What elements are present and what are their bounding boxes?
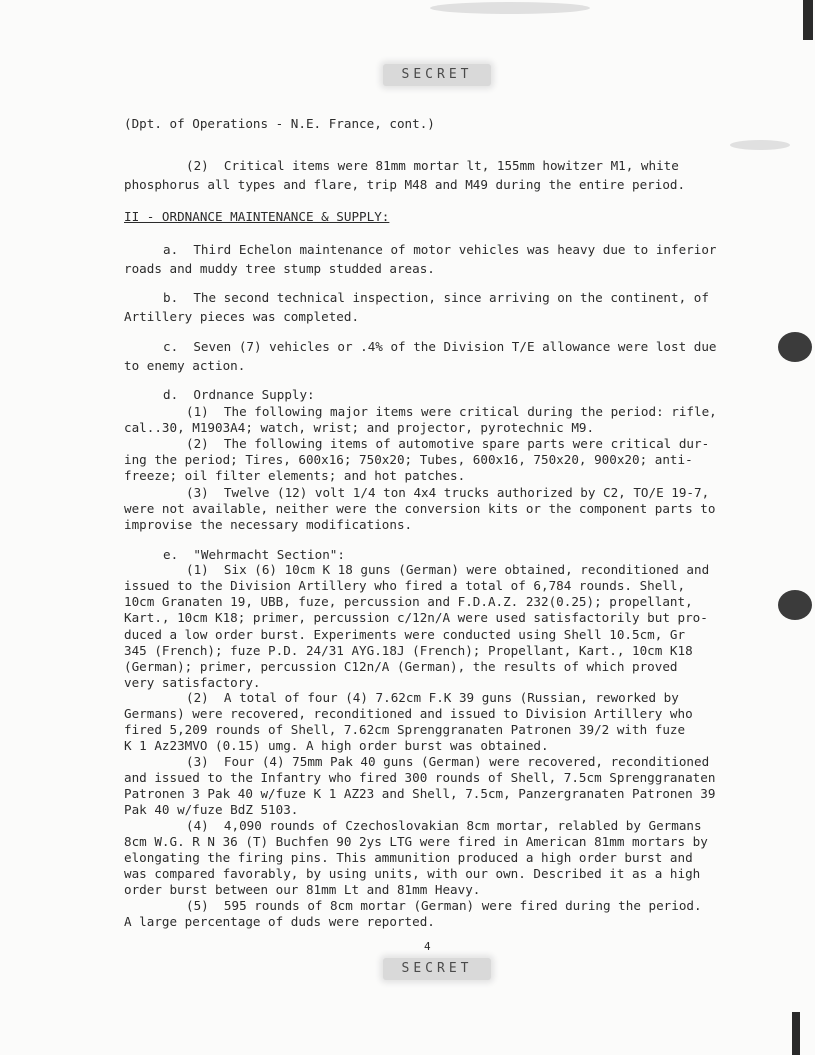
text-line: freeze; oil filter elements; and hot patches. [124,468,466,483]
text-line: was compared favorably, by using units, with our own. Described it as a high [124,866,701,881]
text-line: (1) Six (6) 10cm K 18 guns (German) were obtained, reconditioned and [186,562,710,577]
text-line: elongating the firing pins. This ammunition produced a high order burst and [124,850,693,865]
text-line: a. Third Echelon maintenance of motor vehicles was heavy due to inferior [163,242,717,257]
text-line: to enemy action. [124,358,246,373]
text-line: order burst between our 81mm Lt and 81mm Heavy. [124,882,481,897]
text-line: c. Seven (7) vehicles or .4% of the Division T/E allowance were lost due [163,339,717,354]
secret-stamp-top: SECRET [383,64,491,86]
text-line: (4) 4,090 rounds of Czechoslovakian 8cm mortar, relabled by Germans [186,818,702,833]
text-line: (1) The following major items were critical during the period: rifle, [186,404,717,419]
punch-hole-mark [778,590,812,620]
scan-smudge [730,140,790,150]
text-line: (5) 595 rounds of 8cm mortar (German) were fired during the period. [186,898,702,913]
text-line: (3) Four (4) 75mm Pak 40 guns (German) were recovered, reconditioned [186,754,710,769]
text-line: b. The second technical inspection, since arriving on the continent, of [163,290,709,305]
text-line: 8cm W.G. R N 36 (T) Buchfen 90 2ys LTG were fired in American 81mm mortars by [124,834,708,849]
text-line: fired 5,209 rounds of Shell, 7.62cm Sprenggranaten Patronen 39/2 with fuze [124,722,686,737]
text-line: (German); primer, percussion C12n/A (German), the results of which proved [124,659,678,674]
text-line: (Dpt. of Operations - N.E. France, cont.) [124,116,435,131]
text-line: (2) A total of four (4) 7.62cm F.K 39 guns (Russian, reworked by [186,690,679,705]
scan-edge-mark [803,0,813,40]
text-line: phosphorus all types and flare, trip M48 and M49 during the entire period. [124,177,686,192]
text-line: 10cm Granaten 19, UBB, fuze, percussion and F.D.A.Z. 232(0.25); propellant, [124,594,693,609]
text-line: ing the period; Tires, 600x16; 750x20; Tubes, 600x16, 750x20, 900x20; anti- [124,452,693,467]
punch-hole-mark [778,332,812,362]
secret-stamp-bottom: SECRET [383,958,491,980]
scan-smudge [430,2,590,14]
text-line: (2) Critical items were 81mm mortar lt, 155mm howitzer M1, white [186,158,679,173]
text-line: Pak 40 w/fuze BdZ 5103. [124,802,299,817]
text-line: were not available, neither were the conversion kits or the component parts to [124,501,716,516]
text-line: Kart., 10cm K18; primer, percussion c/12n/A were used satisfactorily but pro- [124,610,708,625]
subsection-heading: e. "Wehrmacht Section": [163,547,345,562]
text-line: and issued to the Infantry who fired 300 rounds of Shell, 7.5cm Sprenggranaten [124,770,716,785]
page-number: 4 [424,940,431,953]
text-line: (3) Twelve (12) volt 1/4 ton 4x4 trucks authorized by C2, TO/E 19-7, [186,485,710,500]
text-line: duced a low order burst. Experiments were conducted using Shell 10.5cm, Gr [124,627,686,642]
text-line: roads and muddy tree stump studded areas. [124,261,435,276]
text-line: improvise the necessary modifications. [124,517,413,532]
text-line: Germans) were recovered, reconditioned and issued to Division Artillery who [124,706,693,721]
text-line: issued to the Division Artillery who fired a total of 6,784 rounds. Shell, [124,578,686,593]
text-line: Patronen 3 Pak 40 w/fuze K 1 AZ23 and Shell, 7.5cm, Panzergranaten Patronen 39 [124,786,716,801]
text-line: cal..30, M1903A4; watch, wrist; and projector, pyrotechnic M9. [124,420,595,435]
text-line: 345 (French); fuze P.D. 24/31 AYG.18J (French); Propellant, Kart., 10cm K18 [124,643,693,658]
section-heading: II - ORDNANCE MAINTENANCE & SUPPLY: [124,209,390,224]
text-line: (2) The following items of automotive spare parts were critical dur- [186,436,710,451]
subsection-heading: d. Ordnance Supply: [163,387,315,402]
text-line: Artillery pieces was completed. [124,309,360,324]
scan-edge-mark [792,1012,800,1055]
text-line: K 1 Az23MVO (0.15) umg. A high order burst was obtained. [124,738,549,753]
text-line: A large percentage of duds were reported. [124,914,435,929]
text-line: very satisfactory. [124,675,261,690]
